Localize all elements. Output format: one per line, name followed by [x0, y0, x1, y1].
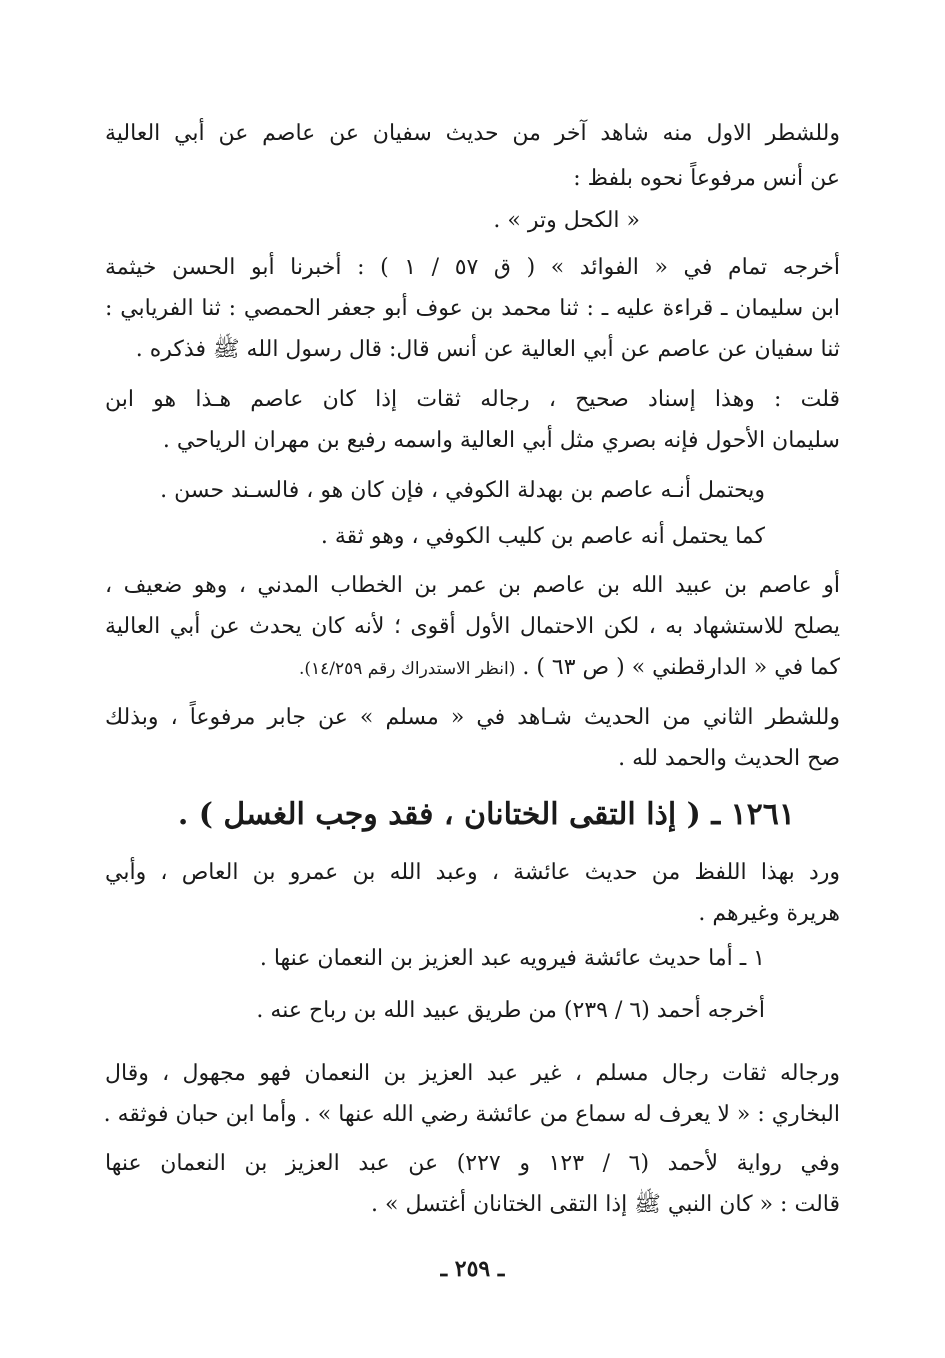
text-line: ويحتمل أنـه عاصم بن بهدلة الكوفي ، فإن كان هو ، فالسـند حسن . [160, 478, 765, 503]
text-line: ورد بهذا اللفظ من حديث عائشة ، وعبد الله بن عمرو بن العاص ، وأبي [105, 860, 840, 885]
text-line: وفي رواية لأحمد (٦ / ١٢٣ و ٢٢٧) عن عبد العزيز بن النعمان عنها [105, 1151, 840, 1176]
cross-reference-note: (انظر الاستدراك رقم ١٤/٢٥٩). [298, 659, 516, 679]
text-line: وللشطر الاول منه شاهد آخر من حديث سفيان عن عاصم عن أبي العالية [105, 121, 840, 146]
text-line: كما يحتمل أنه عاصم بن كليب الكوفي ، وهو ثقة . [320, 524, 765, 549]
text-line: البخاري : « لا يعرف له سماع من عائشة رضي الله عنها » . وأما ابن حبان فوثقه . [103, 1102, 840, 1127]
text-line: ابن سليمان ـ قراءة عليه ـ : ثنا محمد بن عوف أبو جعفر الحمصي : ثنا الفريابي : [105, 296, 840, 321]
text-line: « الكحل وتر » . [493, 208, 640, 233]
hadith-heading: ١٢٦١ ـ ( إذا التقى الختانان ، فقد وجب الغسل ) . [177, 797, 795, 832]
text-line: سليمان الأحول فإنه بصري مثل أبي العالية واسمه رفيع بن مهران الرياحي . [162, 428, 840, 453]
text-line: ١ ـ أما حديث عائشة فيرويه عبد العزيز بن النعمان عنها . [259, 946, 765, 971]
text-line: أخرجه أحمد (٦ / ٢٣٩) من طريق عبيد الله بن رباح عنه . [256, 998, 765, 1023]
text-line: أخرجه تمام في « الفوائد » ( ق ٥٧ / ١ ) : أخبرنا أبو الحسن خيثمة [105, 255, 840, 280]
text-line: عن أنس مرفوعاً نحوه بلفظ : [573, 166, 840, 191]
text-line: ورجاله ثقات رجال مسلم ، غير عبد العزيز بن النعمان فهو مجهول ، وقال [105, 1061, 840, 1086]
page-number: ـ ٢٥٩ ـ [440, 1256, 505, 1282]
text-line: قالت : « كان النبي ﷺ إذا التقى الختانان أغتسل » . [371, 1192, 840, 1217]
text-line: يصلح للاستشهاد به ، لكن الاحتمال الأول أقوى ؛ لأنه كان يحدث عن أبي العالية [105, 614, 840, 639]
text-line [299, 652, 840, 684]
text-line: قلت : وهذا إسناد صحيح ، رجاله ثقات إذا كان عاصم هـذا هو ابن [105, 387, 840, 412]
text-line: وللشطر الثاني من الحديث شـاهد في « مسلم » عن جابر مرفوعاً ، وبذلك [105, 705, 840, 730]
text-line: ثنا سفيان عن عاصم عن أبي العالية عن أنس قال: قال رسول الله ﷺ فذكره . [135, 337, 840, 362]
text-line: هريرة وغيرهم . [698, 901, 840, 926]
text-segment: كما في « الدارقطني » ( ص ٦٣ ) . [522, 655, 840, 680]
text-line: أو عاصم بن عبيد الله بن عاصم بن عمر بن الخطاب المدني ، وهو ضعيف ، [105, 573, 840, 598]
text-line: صح الحديث والحمد لله . [618, 746, 840, 771]
